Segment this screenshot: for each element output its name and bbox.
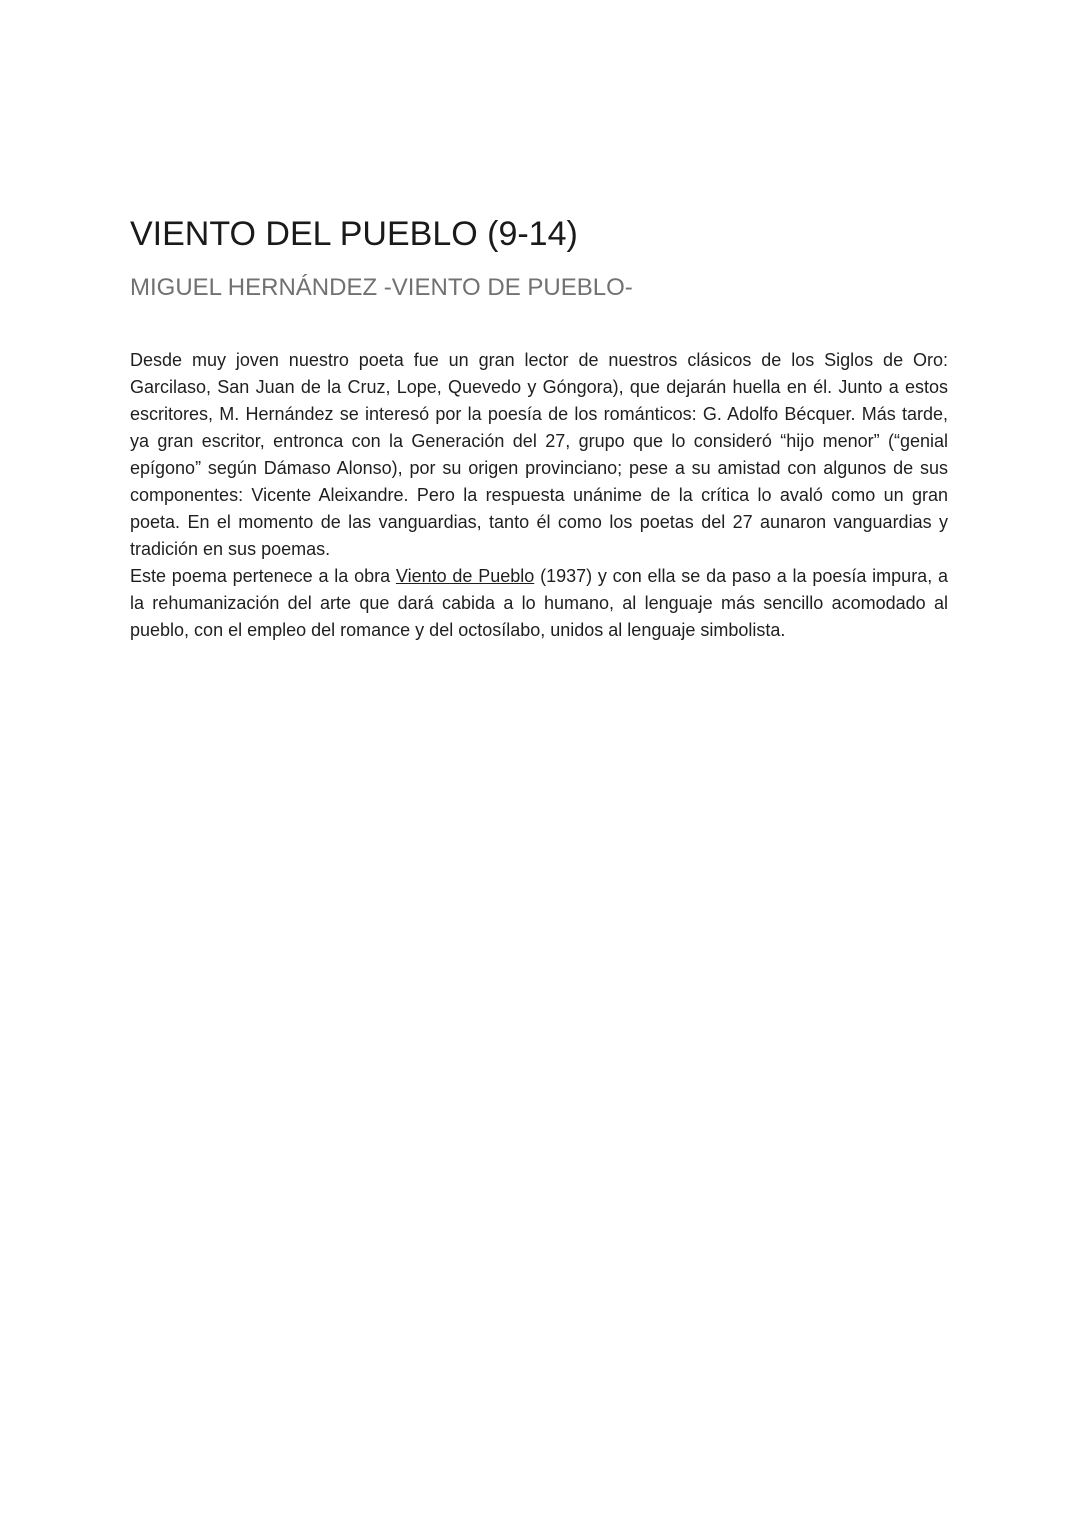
paragraph-work-context-lead: Este poema pertenece a la obra [130, 565, 396, 586]
page-title: VIENTO DEL PUEBLO (9-14) [130, 215, 578, 253]
paragraph-work-context [130, 563, 948, 644]
book-title-underlined: Viento de Pueblo [395, 565, 535, 586]
paragraph-work-context-tail: (1937) y con ella se da paso a la poesía impura, a la rehumanización del arte que dará cabida a lo humano, al lenguaje más sencillo acomodado al pueblo, con el empleo del romance y del octosílabo, unidos al lenguaje simbolista. [130, 565, 948, 640]
page-subtitle: MIGUEL HERNÁNDEZ -VIENTO DE PUEBLO- [130, 273, 633, 301]
paragraph-biography: Desde muy joven nuestro poeta fue un gran lector de nuestros clásicos de los Siglos de Oro: Garcilaso, San Juan de la Cruz, Lope, Quevedo y Góngora), que dejarán huella en él. Junto a estos escritores, M. Hernández se interesó por la poesía de los románticos: G. Adolfo Bécquer. Más tarde, ya gran escritor, entronca con la Generación del 27, grupo que lo consideró “hijo menor” (“genial epígono” según Dámaso Alonso), por su origen provinciano; pese a su amistad con algunos de sus componentes: Vicente Aleixandre. Pero la respuesta unánime de la crítica lo avaló como un gran poeta. En el momento de las vanguardias, tanto él como los poetas del 27 aunaron vanguardias y tradición en sus poemas. [130, 349, 948, 559]
document-body [130, 347, 948, 644]
